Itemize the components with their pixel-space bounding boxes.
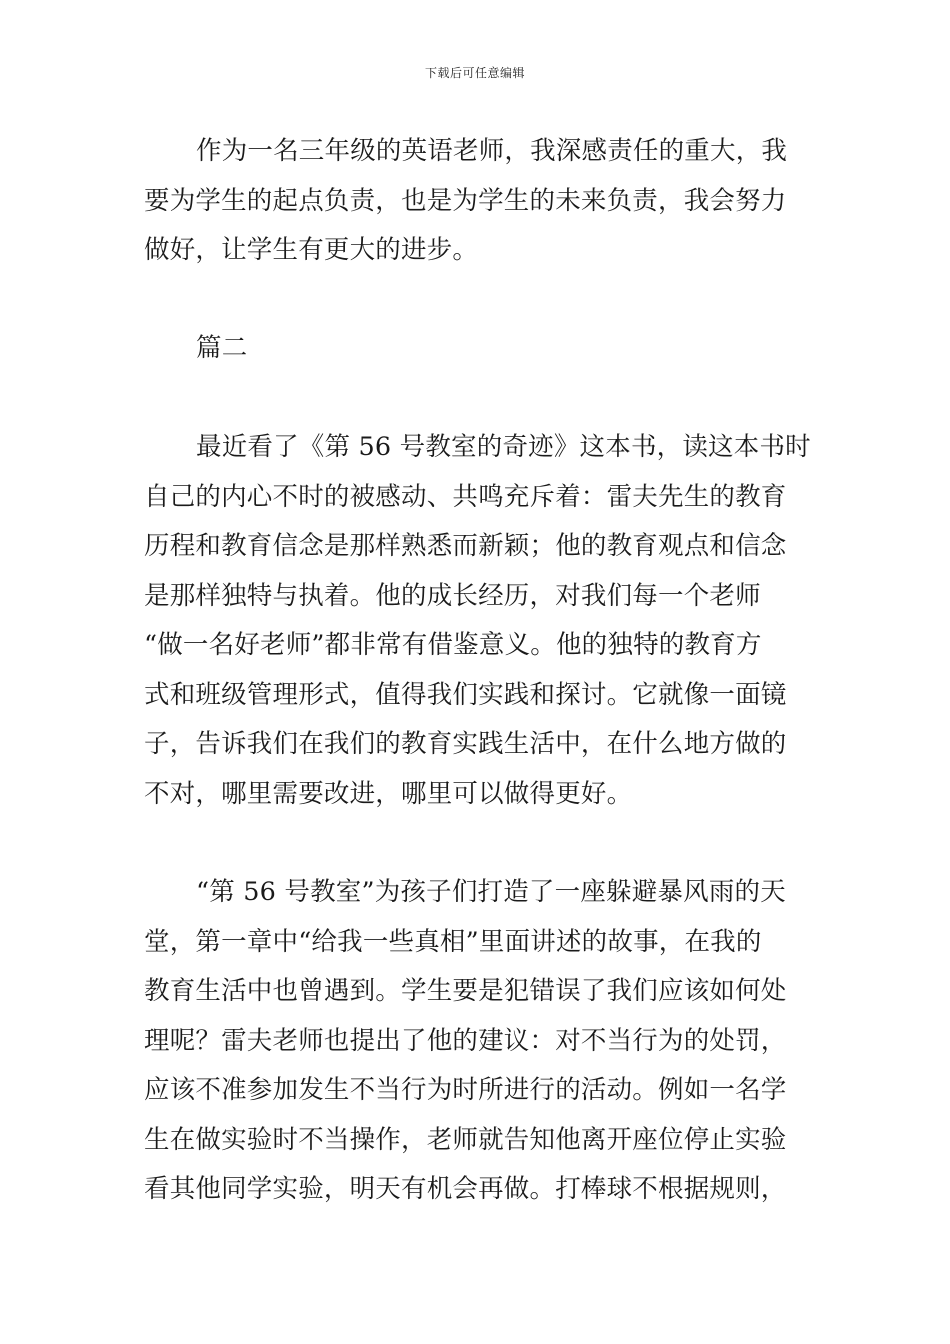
text-line: 做好，让学生有更大的进步。 xyxy=(144,235,479,265)
paragraph-1 xyxy=(144,127,810,276)
section-title xyxy=(144,324,810,374)
text-line: 子，告诉我们在我们的教育实践生活中，在什么地方做的 xyxy=(144,729,787,759)
page-header: 下载后可任意编辑 xyxy=(424,66,525,80)
text-line: “做一名好老师”都非常有借鉴意义。他的独特的教育方 xyxy=(144,630,762,660)
text-line: 堂，第一章中“给我一些真相”里面讲述的故事，在我的 xyxy=(144,926,762,957)
section-title-text: 篇二 xyxy=(196,333,248,363)
text-line: 自己的内心不时的被感动、共鸣充斥着：雷夫先生的教育 xyxy=(144,481,787,512)
text-line: 历程和教育信念是那样熟悉而新颖；他的教育观点和信念 xyxy=(144,531,787,561)
text-line: 式和班级管理形式，值得我们实践和探讨。它就像一面镜 xyxy=(144,679,787,710)
text-line: 作为一名三年级的英语老师，我深感责任的重大，我 xyxy=(196,136,788,166)
paragraph-2 xyxy=(144,423,810,819)
text-line: 不对，哪里需要改进，哪里可以做得更好。 xyxy=(144,778,633,809)
text-line: 理呢？雷夫老师也提出了他的建议：对不当行为的处罚， xyxy=(144,1025,787,1056)
text-line: 应该不准参加发生不当行为时所进行的活动。例如一名学 xyxy=(144,1075,787,1105)
text-line: 最近看了《第 56 号教室的奇迹》这本书，读这本书时 xyxy=(196,432,811,462)
text-line: 看其他同学实验，明天有机会再做。打棒球不根据规则， xyxy=(144,1174,787,1204)
text-line: 教育生活中也曾遇到。学生要是犯错误了我们应该如何处 xyxy=(144,976,787,1006)
text-line: “第 56 号教室”为孩子们打造了一座躲避暴风雨的天 xyxy=(196,877,786,907)
text-line: 是那样独特与执着。他的成长经历，对我们每一个老师 xyxy=(144,580,761,611)
text-line: 要为学生的起点负责，也是为学生的未来负责，我会努力 xyxy=(144,185,787,216)
text-line: 生在做实验时不当操作，老师就告知他离开座位停止实验 xyxy=(144,1124,787,1155)
paragraph-3 xyxy=(144,868,810,1215)
